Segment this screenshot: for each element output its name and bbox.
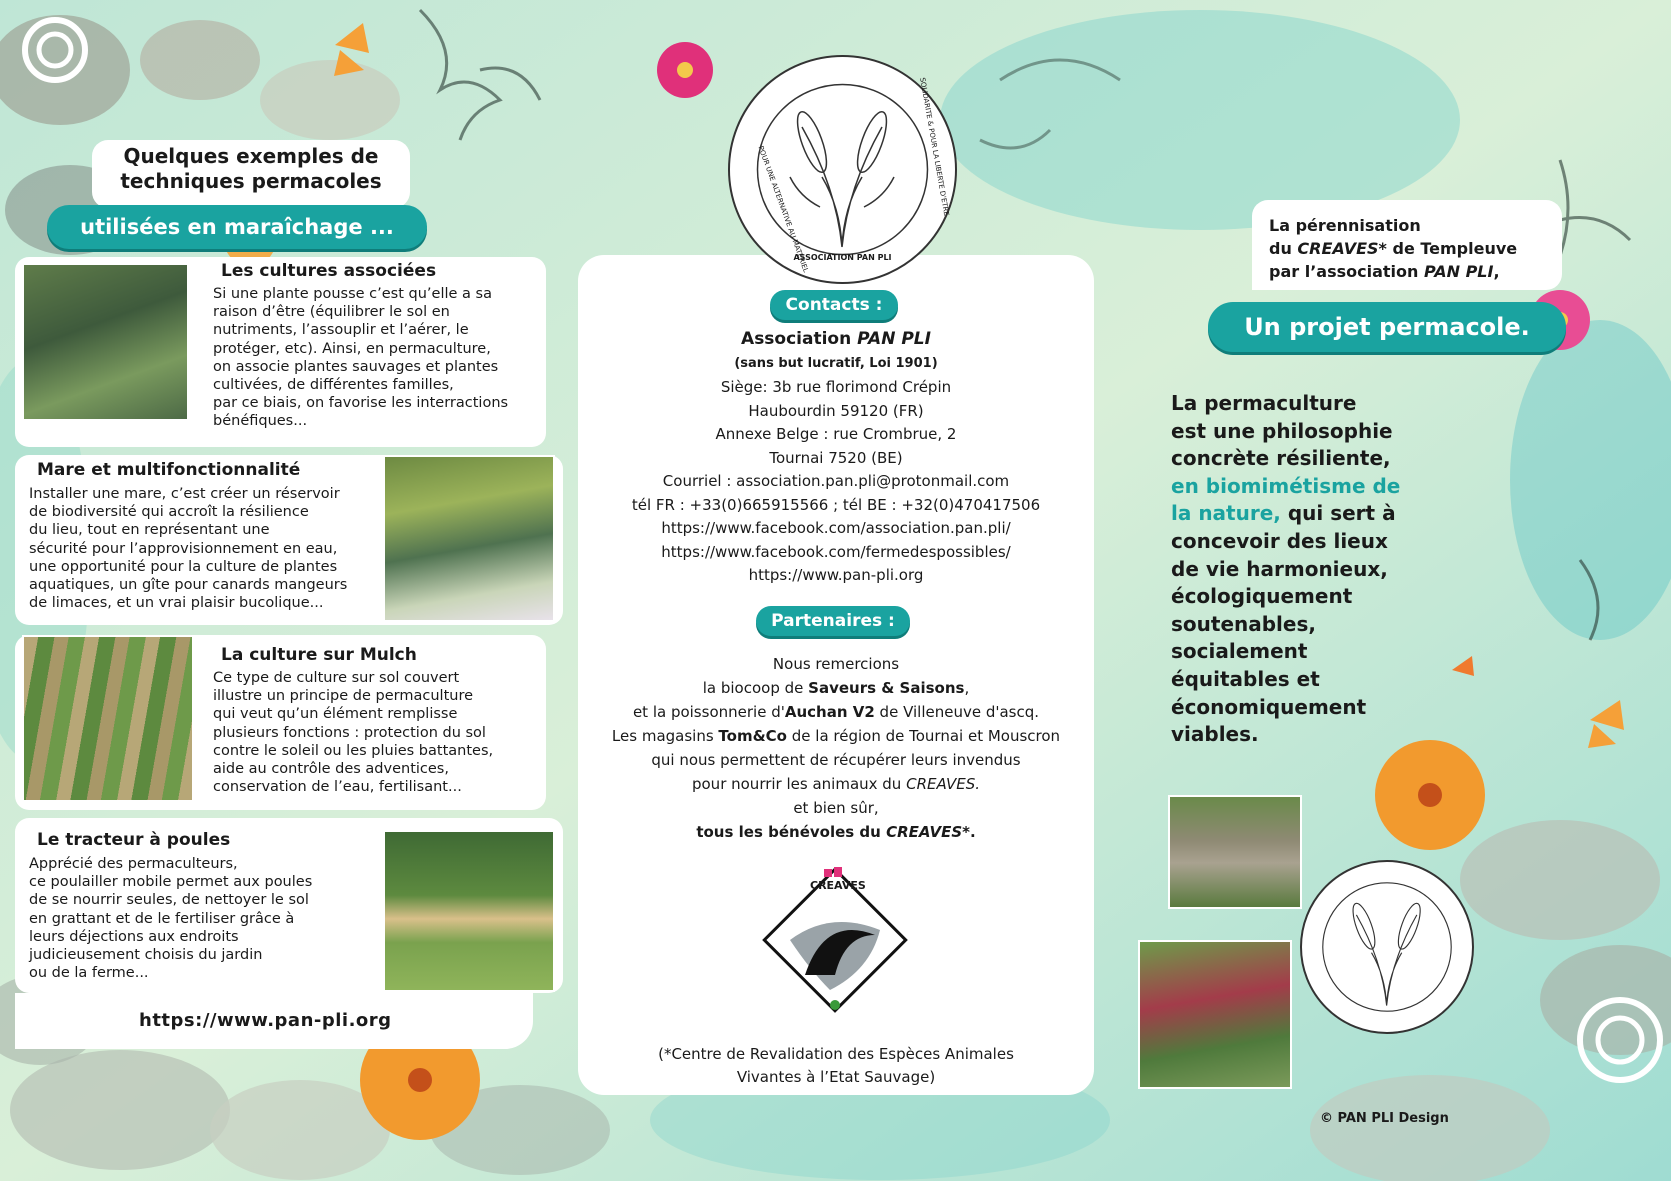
pink-flower-top: [657, 42, 713, 98]
phone-line: tél FR : +33(0)665915566 ; tél BE : +32(0)470417506: [631, 495, 1041, 514]
section-body: Ce type de culture sur sol couvert illustre un principe de permaculture qui veut qu’un élément remplisse plusieurs fonctions : protection du sol contre le soleil ou les pluies battantes, aide au contrôle des adventices, conservation de l’eau, fertilisant...: [213, 670, 494, 796]
photo-mulch: [22, 635, 194, 802]
section-body: Si une plante pousse c’est qu’elle a sa raison d’être (équilibrer le sol en nutriments, l’assouplir et l’aérer, le protéger, etc). Ainsi, en permaculture, on associe plantes sauvages et plantes cultivées, de différentes familles, par ce biais, on favorise les interractions bénéfiques...: [213, 286, 509, 430]
left-title-card: [92, 140, 410, 208]
address-line: Annexe Belge : rue Crombrue, 2: [715, 425, 957, 443]
org-sub: (sans but lucratif, Loi 1901): [734, 356, 938, 371]
section-mare: [15, 455, 563, 625]
left-subtitle-pill: utilisées en maraîchage ...: [47, 205, 427, 249]
wheat-logo-icon: [1302, 862, 1472, 1032]
pan-pli-seal-small: [1300, 860, 1474, 1034]
email-link[interactable]: Courriel : association.pan.pli@protonmail.com: [662, 472, 1010, 490]
left-website-card: [15, 993, 533, 1049]
headline-pill: Un projet permacole.: [1208, 302, 1566, 352]
facebook-link[interactable]: https://www.facebook.com/fermedespossibles/: [661, 542, 1011, 561]
section-tracteur: [15, 818, 563, 993]
section-title: Le tracteur à poules: [37, 830, 231, 850]
facebook-link[interactable]: https://www.facebook.com/association.pan.pli/: [661, 519, 1011, 537]
section-mulch: [15, 635, 546, 810]
left-website[interactable]: https://www.pan-pli.org: [139, 1010, 392, 1031]
section-cultures-associees: [15, 257, 546, 447]
address-line: Haubourdin 59120 (FR): [748, 401, 924, 420]
section-title: Mare et multifonctionnalité: [37, 460, 301, 480]
partners-block: Nous remercions la biocoop de Saveurs & Saisons, et la poissonnerie d'Auchan V2 de Villeneuve d'ascq. Les magasins Tom&Co de la région de Tournai et Mouscron qui nous permettent de récupérer leurs invendus pour nourrir les animaux du CREAVES. et bien sûr, tous les bénévoles du CREAVES*.: [611, 655, 1061, 841]
creaves-footnote: (*Centre de Revalidation des Espèces Animales Vivantes à l’Etat Sauvage): [658, 1045, 1014, 1086]
design-credit: © PAN PLI Design: [1320, 1111, 1449, 1126]
photo-cultures-associees: [22, 263, 189, 421]
right-body: La permaculture est une philosophie concrète résiliente, en biomimétisme de la nature, qui sert à concevoir des lieux de vie harmonieux, écologiquement soutenables, socialement équitables et économiquement viables.: [1171, 391, 1401, 747]
photo-garden-right-2: [1138, 940, 1292, 1089]
contacts-pill: Contacts :: [770, 290, 898, 320]
address-line: Siège: 3b rue florimond Crépin: [720, 378, 952, 396]
section-body: Apprécié des permaculteurs, ce poulailler mobile permet aux poules de se nourrir seules, de nettoyer le sol en grattant et de le fertiliser grâce à leurs déjections aux endroits judicieusement choisis du jardin ou de la ferme...: [29, 856, 313, 982]
left-title: Quelques exemples de techniques permacoles: [120, 144, 382, 193]
address-line: Tournai 7520 (BE): [769, 448, 903, 467]
section-body: Installer une mare, c’est créer un réservoir de biodiversité qui accroît la résilience du lieu, tout en représentant une sécurité pour l’approvisionnement en eau, une opportunité pour la culture de plantes aquatiques, un gîte pour canards mangeurs de limaces, et un vrai plaisir bucolique...: [29, 486, 348, 612]
section-title: La culture sur Mulch: [221, 645, 417, 665]
section-title: Les cultures associées: [221, 261, 437, 281]
pan-pli-seal: POUR UNE ALTERNATIVE AU MATERIEL SOLIDARITE & POUR LA LIBERTE D'ETRE ASSOCIATION PAN PLI: [728, 55, 957, 284]
photo-tracteur: [383, 830, 555, 992]
photo-mare: [383, 455, 555, 622]
right-intro: La pérennisation du CREAVES* de Templeuve par l’association PAN PLI,: [1269, 216, 1518, 281]
creaves-logo: CREAVES: [750, 855, 920, 1025]
org-name: Association PAN PLI: [741, 329, 931, 349]
right-intro-card: [1252, 200, 1562, 290]
partenaires-pill: Partenaires :: [756, 606, 910, 636]
photo-garden-right-1: [1168, 795, 1302, 909]
contacts-block: [578, 326, 1094, 588]
website-link[interactable]: https://www.pan-pli.org: [748, 566, 924, 584]
